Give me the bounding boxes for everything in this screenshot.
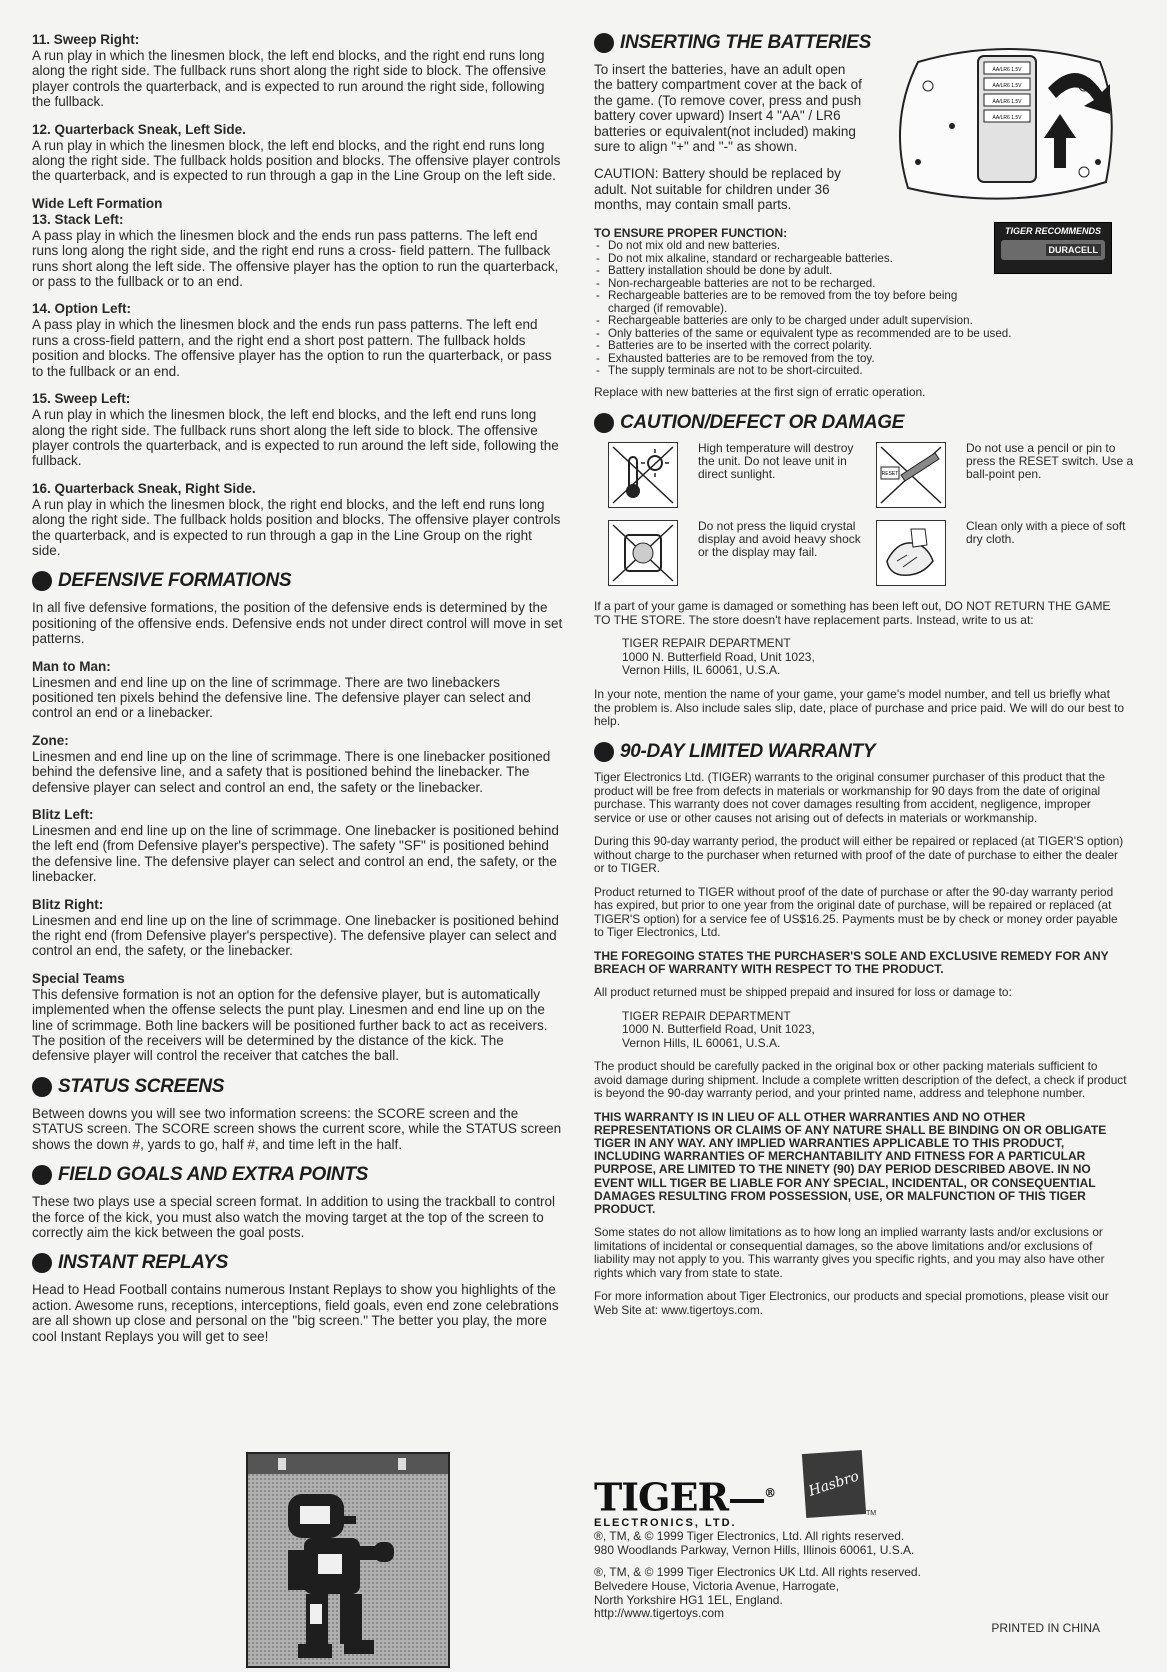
battery-cell-label: AA/LR6 1.5V — [992, 67, 1022, 73]
badge-title: TIGER RECOMMENDS — [1004, 226, 1101, 236]
play-text: A run play in which the linesmen block, the left end blocks, and the right end runs long along the right side. The fullback runs short along the right side to block. The offensive player controls the quarterback, and is expected to run around the right side, following the fullback. — [32, 48, 547, 110]
warranty-address: TIGER REPAIR DEPARTMENT 1000 N. Butterfield Road, Unit 1023, Vernon Hills, IL 60061, U.S.A. — [622, 1008, 815, 1050]
play-15 — [32, 391, 564, 469]
inserting-batteries-heading: INSERTING THE BATTERIES — [594, 32, 1128, 54]
warranty-paragraph: The product should be carefully packed in the original box or other packing materials sufficient to avoid damage during shipment. Include a complete written description of the defect, a check if product is beyond the 90-day warranty period, and your printed name, address and telephone number. — [594, 1059, 1127, 1101]
printed-in-china: PRINTED IN CHINA — [991, 1621, 1100, 1635]
left-column — [32, 32, 564, 1344]
section-bullet-icon — [32, 571, 52, 591]
game-screen-illustration — [246, 1452, 450, 1668]
defense-title: Blitz Right: — [32, 896, 104, 912]
batteries-caution: CAUTION: Battery should be replaced by adult. Not suitable for children under 36 months, may contain small parts. — [594, 166, 841, 213]
battery-compartment-icon — [888, 42, 1120, 210]
uk-copyright: ®, TM, & © 1999 Tiger Electronics UK Ltd. All rights reserved. Belvedere House, Victoria Avenue, Harrogate, North Yorkshire HG1 1EL, England. http://www.tigertoys.com — [594, 1565, 921, 1621]
badge-brand: DURACELL — [1046, 244, 1102, 256]
field-goals-heading: FIELD GOALS AND EXTRA POINTS — [32, 1164, 564, 1186]
defense-text: Linesmen and end line up on the line of scrimmage. One linebacker is positioned behind the left end (from Defensive player's perspective). The safety "SF" is positioned behind the defensive line. The defensive player can select and control an end, the safety, or the linebacker. — [32, 823, 559, 885]
section-bullet-icon — [32, 1165, 52, 1185]
list-item: - Batteries are to be inserted with the correct polarity. — [594, 340, 1128, 353]
website-link[interactable]: http://www.tigertoys.com — [594, 1606, 725, 1621]
hasbro-logo: Hasbro — [802, 1450, 866, 1518]
play-13 — [32, 196, 564, 290]
note-instructions: In your note, mention the name of your game, your game's model number, and tell us briefly what the problem is. Also include sales slip, date, place of purchase and price paid. We will do our best to help. — [594, 686, 1125, 729]
warranty-paragraph: Some states do not allow limitations as to how long an implied warranty lasts and/or exclusions or limitations of incidental or consequential damages, so the above limitations and/or exclusions of liability may not apply to you. This warranty gives you specific rights, and you may also have other rights which vary from state to state. — [594, 1225, 1105, 1280]
battery-cell-label: AA/LR6 1.5V — [992, 83, 1022, 89]
defense-title: Special Teams — [32, 970, 125, 986]
warranty-paragraph: All product returned must be shipped prepaid and insured for loss or damage to: — [594, 985, 1012, 1000]
section-bullet-icon — [594, 742, 614, 762]
list-item: - Rechargeable batteries are to be removed from the toy before being charged (if removable). — [594, 290, 1128, 315]
caution-heading: CAUTION/DEFECT OR DAMAGE — [594, 412, 1128, 434]
defense-man-to-man — [32, 659, 564, 721]
section-bullet-icon — [594, 33, 614, 53]
play-title: 11. Sweep Right: — [32, 32, 140, 47]
ensure-title: TO ENSURE PROPER FUNCTION: — [594, 225, 788, 240]
tiger-logo-subtitle: ELECTRONICS, LTD. — [594, 1516, 737, 1529]
play-text: A pass play in which the linesmen block and the ends run pass patterns. The left end runs a cross-field pattern, and the right end a short post pattern. The fullback holds position and blocks. The offensive player has the option to run the quarterback, or pass to the fullback or an end. — [32, 317, 552, 379]
list-item: - Exhausted batteries are to be removed from the toy. — [594, 353, 1128, 366]
battery-compartment-diagram — [888, 42, 1120, 210]
warranty-remedy: THE FOREGOING STATES THE PURCHASER'S SOLE AND EXCLUSIVE REMEDY FOR ANY BREACH OF WARRANTY WITH RESPECT TO THE PRODUCT. — [594, 948, 1109, 976]
play-text: A run play in which the linesmen block, the right end blocks, and the left end runs long along the right side. The fullback holds position and blocks. The offensive player controls the quarterback, and is expected to run through a gap in the Line Group on the right side. — [32, 496, 561, 558]
play-title: 15. Sweep Left: — [32, 391, 131, 407]
caution-text: High temperature will destroy the unit. Do not leave unit in direct sunlight. — [698, 440, 854, 482]
status-screens-text: Between downs you will see two information screens: the SCORE screen and the STATUS screen. The SCORE screen shows the current score, while the STATUS screen shows the down #, yards to go, half #, and time left in the half. — [32, 1105, 562, 1152]
footer — [594, 1468, 1128, 1664]
warranty-paragraph: Tiger Electronics Ltd. (TIGER) warrants to the original consumer purchaser of this product that the product will be free from defects in materials or workmanship for 90 days from the date of original purchase. This warranty does not cover damages resulting from accident, negligence, improper service or use or other causes not arising out of defects in materials or workmanship. — [594, 770, 1105, 825]
defense-text: Linesmen and end line up on the line of scrimmage. There is one linebacker positioned behind the defensive line, and a safety that is positioned behind the linebacker. The defensive player can select and control an end, the safety or the linebacker. — [32, 748, 551, 795]
damage-notice: If a part of your game is damaged or something has been left out, DO NOT RETURN THE GAME TO THE STORE. The store doesn't have replacement parts. Instead, write to us at: — [594, 598, 1111, 627]
caution-text: Do not press the liquid crystal display and avoid heavy shock or the display may fail. — [698, 518, 861, 560]
defense-title: Zone: — [32, 732, 69, 748]
pencil-reset-icon — [876, 442, 946, 508]
repair-address: TIGER REPAIR DEPARTMENT 1000 N. Butterfield Road, Unit 1023, Vernon Hills, IL 60061, U.S.A. — [622, 636, 815, 678]
instant-replays-heading: INSTANT REPLAYS — [32, 1252, 564, 1274]
football-player-icon — [248, 1454, 448, 1666]
defense-text: Linesmen and end line up on the line of scrimmage. One linebacker is positioned behind the right end (from Defensive player's perspective). The defensive player can select and control an end, the safety, or the linebacker. — [32, 912, 559, 959]
ensure-list — [594, 240, 1128, 378]
section-bullet-icon — [594, 413, 614, 433]
play-text: A run play in which the linesmen block, the left end blocks, and the right end runs long along the right side. The fullback holds position and blocks. The offensive player controls the quarterback, and is expected to run through a gap in the Line Group on the left side. — [32, 137, 561, 184]
list-item: - Rechargeable batteries are only to be charged under adult supervision. — [594, 315, 1128, 328]
battery-cell-label: AA/LR6 1.5V — [992, 99, 1022, 105]
list-item: - Only batteries of the same or equivalent type as recommended are to be used. — [594, 328, 1128, 341]
play-title: Wide Left Formation 13. Stack Left: — [32, 195, 163, 227]
list-item: - Do not mix alkaline, standard or rechargeable batteries. — [594, 253, 1128, 266]
play-title: 16. Quarterback Sneak, Right Side. — [32, 480, 256, 496]
us-copyright: ®, TM, & © 1999 Tiger Electronics, Ltd. All rights reserved. 980 Woodlands Parkway, Vernon Hills, Illinois 60061, U.S.A. — [594, 1529, 915, 1557]
section-bullet-icon — [32, 1077, 52, 1097]
defense-title: Blitz Left: — [32, 807, 94, 822]
play-14 — [32, 301, 564, 379]
play-text: A run play in which the linesmen block, the left end blocks, and the left end runs long along the right side. The fullback runs short along the left side to block. The offensive player controls the quarterback, and is expected to run around the left side, following the fullback. — [32, 407, 559, 469]
defensive-intro: In all five defensive formations, the position of the defensive ends is determined by the positioning of the offensive ends. Defensive ends not under direct control will move in set patterns. — [32, 600, 563, 647]
defense-zone — [32, 733, 564, 795]
defensive-formations-heading: DEFENSIVE FORMATIONS — [32, 570, 564, 592]
website-note: For more information about Tiger Electronics, our products and special promotions, please visit our Web Site at: www.tigertoys.com. — [594, 1289, 1109, 1317]
list-item: - The supply terminals are not to be short-circuited. — [594, 365, 1128, 378]
defense-special-teams — [32, 971, 564, 1064]
defense-blitz-left — [32, 807, 564, 885]
play-12 — [32, 122, 564, 184]
defense-blitz-right — [32, 897, 564, 959]
battery-cell-label: AA/LR6 1.5V — [992, 115, 1022, 121]
lcd-press-icon — [608, 520, 678, 586]
defense-text: Linesmen and end line up on the line of scrimmage. There are two linebackers positioned ten pixels behind the defensive line. The defensive player can select and control an end or a linebacker. — [32, 674, 531, 721]
batteries-instructions: To insert the batteries, have an adult open the battery compartment cover at the back of the game. (To remove cover, press and push battery cover upward) Insert 4 "AA" / LR6 batteries or equivalent(not included) making sure to align "+" and "-" as shown. — [594, 62, 862, 155]
batteries-text-block — [594, 62, 862, 213]
tiger-logo: TIGER ® ELECTRONICS, LTD. — [594, 1474, 784, 1529]
caution-grid — [608, 440, 1134, 586]
list-item: - Do not mix old and new batteries. — [594, 240, 1128, 253]
play-title: 14. Option Left: — [32, 301, 131, 317]
ensure-proper-function — [594, 227, 1128, 400]
hasbro-tm: TM — [866, 1510, 877, 1517]
play-16 — [32, 481, 564, 559]
warranty-disclaimer: THIS WARRANTY IS IN LIEU OF ALL OTHER WARRANTIES AND NO OTHER REPRESENTATIONS OR CLAIMS OF ANY NATURE SHALL BE BINDING ON OR OBLIGATE TIGER IN ANY WAY. ANY IMPLIED WARRANTIES APPLICABLE TO THIS PRODUCT, INCLUDING WARRANTIES OF MERCHANTABILITY AND FITNESS FOR A PARTICULAR PURPOSE, ARE LIMITED TO THE NINETY (90) DAY PERIOD DESCRIBED ABOVE. IN NO EVENT WILL TIGER BE LIABLE FOR ANY SPECIAL, INCIDENTAL, OR CONSEQUENTIAL DAMAGES RESULTING FROM POSSESSION, USE, OR MALFUNCTION OF THIS TIGER PRODUCT. — [594, 1109, 1107, 1217]
list-item: - Non-rechargeable batteries are not to be recharged. — [594, 278, 1128, 291]
play-title: 12. Quarterback Sneak, Left Side. — [32, 121, 246, 137]
instant-replays-text: Head to Head Football contains numerous Instant Replays to show you highlights of the action. Awesome runs, receptions, interceptions, field goals, even end zone celebrations are all shown up close and personal on the "big screen." The better you play, the more cool Instant Replays you will get to see! — [32, 1282, 559, 1344]
caution-text: Clean only with a piece of soft dry cloth. — [966, 518, 1126, 546]
reset-label: RESET — [881, 470, 899, 477]
warranty-heading: 90-DAY LIMITED WARRANTY — [594, 741, 1128, 763]
warranty-paragraph: During this 90-day warranty period, the product will either be repaired or replaced (at TIGER'S option) without charge to the purchaser when returned with proof of the date of purchase to either the dealer or to TIGER. — [594, 834, 1124, 876]
right-column — [594, 32, 1134, 1317]
cloth-cleaning-icon — [876, 520, 946, 586]
defense-title: Man to Man: — [32, 658, 111, 674]
status-screens-heading: STATUS SCREENS — [32, 1076, 564, 1098]
defense-text: This defensive formation is not an option for the defensive player, but is automatically implemented when the offense selects the punt play. Linesmen and end line up on the line of scrimmage. Both line backers will be positioned further back to act as receivers. The position of the receivers will be determined by the distance of the kick. The defensive player will control the receiver that catches the ball. — [32, 986, 548, 1064]
replace-note: Replace with new batteries at the first sign of erratic operation. — [594, 384, 926, 399]
section-bullet-icon — [32, 1253, 52, 1273]
caution-text: Do not use a pencil or pin to press the RESET switch. Use a ball-point pen. — [966, 440, 1134, 482]
play-text: A pass play in which the linesmen block and the ends run pass patterns. The left end runs long along the right side, and the right end runs a cross- field pattern. The fullback runs short along the left side. The offensive player has the option to run the quarterback, or pass to the fullback or to an end. — [32, 227, 559, 290]
warranty-paragraph: Product returned to TIGER without proof of the date of purchase or after the 90-day warranty period has expired, but prior to one year from the original date of purchase, will be repaired or replaced (at TIGER'S option) for a service fee of US$16.25. Payments must be by check or money order payable to Tiger Electronics, Ltd. — [594, 884, 1118, 940]
play-11 — [32, 32, 564, 110]
list-item: - Battery installation should be done by adult. — [594, 265, 1128, 278]
field-goals-text: These two plays use a special screen format. In addition to using the trackball to control the force of the kick, you must also watch the moving target at the top of the screen to correctly aim the kick between the goal posts. — [32, 1194, 556, 1240]
thermometer-sun-icon — [608, 442, 678, 508]
